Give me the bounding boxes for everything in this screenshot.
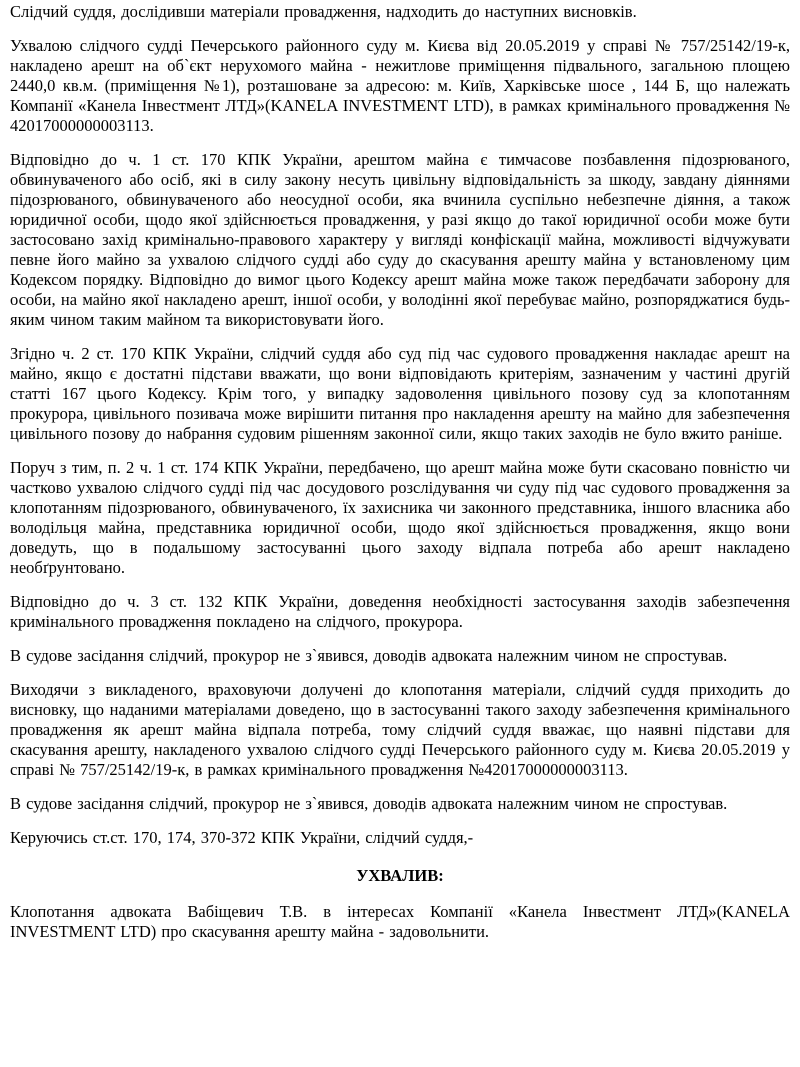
resolution-heading: УХВАЛИВ: <box>356 866 444 885</box>
paragraph-judge-conclusion: Виходячи з викладеного, враховуючи долучені до клопотання матеріали, слідчий суддя приходить до висновку, що наданими матеріалами доведено, що в застосуванні такого заходу забезпечення кримінального провадження як арешт майна відпала потреба, тому слідчий суддя вважає, що наявні підстави для скасування арешту, накладеного ухвалою слідчого судді Печерського районного суду м. Києва 20.05.2019 у справі № 757/25142/19-к, в рамках кримінального провадження №42017000000003113. <box>10 680 790 779</box>
paragraph-law-kpk-174: Поруч з тим, п. 2 ч. 1 ст. 174 КПК України, передбачено, що арешт майна може бути скасовано повністю чи частково ухвалою слідчого судді під час досудового розслідування чи суду під час судового провадження за клопотанням підозрюваного, обвинуваченого, їх захисника чи законного представника, іншого власника або володільця майна, представника юридичної особи, щодо якої здійснюється провадження, якщо вони доведуть, що в подальшому застосуванні цього заходу відпала потреба або арешт накладено необґрунтовано. <box>10 458 790 577</box>
paragraph-hearing-absence-1: В судове засідання слідчий, прокурор не з`явився, доводів адвоката належним чином не спростував. <box>10 646 728 665</box>
paragraph-resolution-grant-motion: Клопотання адвоката Вабіщевич Т.В. в інтересах Компанії «Канела Інвестмент ЛТД»(KANELA INVESTMENT LTD) про скасування арешту майна - задовольнити. <box>10 902 790 941</box>
paragraph-conclusions-intro: Слідчий суддя, дослідивши матеріали провадження, надходить до наступних висновків. <box>10 2 637 21</box>
paragraph-law-kpk-170-part2: Згідно ч. 2 ст. 170 КПК України, слідчий суддя або суд під час судового провадження накладає арешт на майно, якщо є достатні підстави вважати, що вони відповідають критеріям, зазначеним у частині другій статті 167 цього Кодексу. Крім того, у випадку задоволення цивільного позову суд за клопотанням прокурора, цивільного позивача може вирішити питання про накладення арешту на майно для забезпечення цивільного позову до набрання судовим рішенням законної сили, якщо таких заходів не було вжито раніше. <box>10 344 790 443</box>
paragraph-arrest-order-details: Ухвалою слідчого судді Печерського районного суду м. Києва від 20.05.2019 у справі № 757/25142/19-к, накладено арешт на об`єкт нерухомого майна - нежитлове приміщення підвального, загальною площею 2440,0 кв.м. (приміщення №1), розташоване за адресою: м. Київ, Харківське шосе , 144 Б, що належать Компанії «Канела Інвестмент ЛТД»(KANELA INVESTMENT LTD), в рамках кримінального провадження № 42017000000003113. <box>10 36 790 135</box>
court-ruling-document <box>10 2 790 942</box>
paragraph-law-kpk-132: Відповідно до ч. 3 ст. 132 КПК України, доведення необхідності застосування заходів забезпечення кримінального провадження покладено на слідчого, прокурора. <box>10 592 790 631</box>
paragraph-guided-by-articles: Керуючись ст.ст. 170, 174, 370-372 КПК України, слідчий суддя,- <box>10 828 474 847</box>
paragraph-hearing-absence-2: В судове засідання слідчий, прокурор не з`явився, доводів адвоката належним чином не спростував. <box>10 794 728 813</box>
paragraph-law-kpk-170-part1: Відповідно до ч. 1 ст. 170 КПК України, арештом майна є тимчасове позбавлення підозрюваного, обвинуваченого або осіб, які в силу закону несуть цивільну відповідальність за шкоду, завдану діяннями підозрюваного, обвинуваченого або неосудної особи, яка вчинила суспільно небезпечне діяння, а також юридичної особи, щодо якої здійснюється провадження, у разі якщо до такої юридичної особи може бути застосовано захід кримінально-правового характеру у вигляді конфіскації майна, можливості відчужувати певне його майно за ухвалою слідчого судді або суду до скасування арешту майна у встановленому цим Кодексом порядку. Відповідно до вимог цього Кодексу арешт майна може також передбачати заборону для особи, на майно якої накладено арешт, іншої особи, у володінні якої перебуває майно, розпоряджатися будь-яким чином таким майном та використовувати його. <box>10 150 790 329</box>
